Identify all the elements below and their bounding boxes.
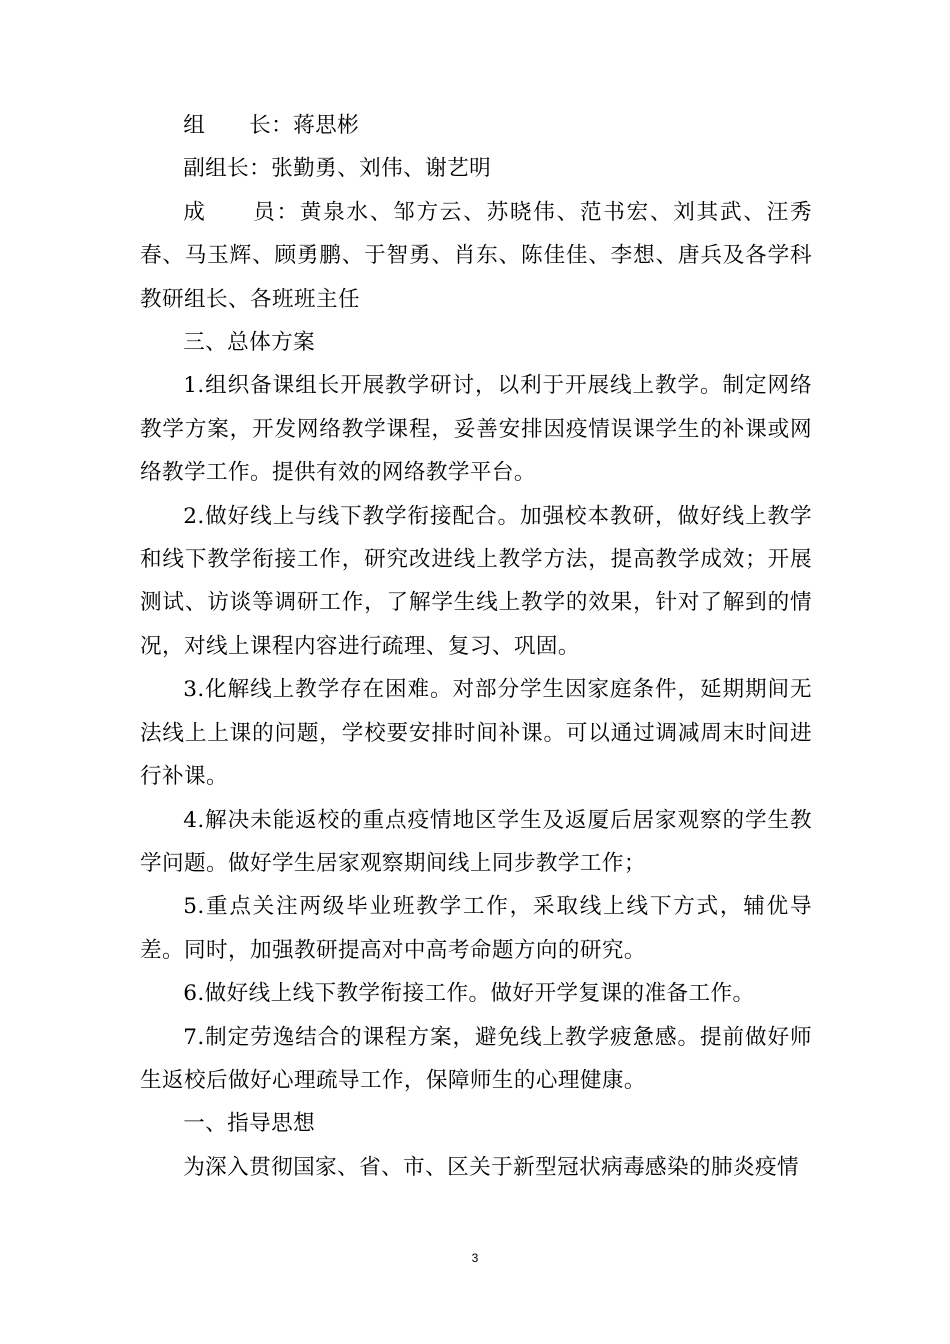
paragraph-group-leader: 组 长：蒋思彬 xyxy=(183,113,360,138)
page-number: 3 xyxy=(471,1251,479,1265)
section-heading-guiding-ideology: 一、指导思想 xyxy=(183,1111,316,1137)
paragraph-item-5: 5.重点关注两级毕业班教学工作，采取线上线下方式，辅优导差。同时，加强教研提高对中高考命题方向的研究。 xyxy=(140,894,812,963)
paragraph-item-4: 4.解决未能返校的重点疫情地区学生及返厦后居家观察的学生教学问题。做好学生居家观察期间线上同步教学工作； xyxy=(140,807,812,876)
paragraph-item-6: 6.做好线上线下教学衔接工作。做好开学复课的准备工作。 xyxy=(183,981,755,1007)
paragraph-item-1: 1.组织备课组长开展教学研讨，以利于开展线上教学。制定网络教学方案，开发网络教学课程，妥善安排因疫情误课学生的补课或网络教学工作。提供有效的网络教学平台。 xyxy=(140,373,812,486)
section-heading-overall-plan: 三、总体方案 xyxy=(183,330,316,356)
document-body xyxy=(140,104,812,1189)
paragraph-members: 成 员：黄泉水、邹方云、苏晓伟、范书宏、刘其武、汪秀春、马玉辉、顾勇鹏、于智勇、肖东、陈佳佳、李想、唐兵及各学科教研组长、各班班主任 xyxy=(140,199,812,312)
paragraph-deputy-leaders: 副组长：张勤勇、刘伟、谢艺明 xyxy=(183,156,492,182)
paragraph-item-7: 7.制定劳逸结合的课程方案，避免线上教学疲惫感。提前做好师生返校后做好心理疏导工作，保障师生的心理健康。 xyxy=(140,1024,812,1093)
paragraph-item-2: 2.做好线上与线下教学衔接配合。加强校本教研，做好线上教学和线下教学衔接工作，研究改进线上教学方法，提高教学成效；开展测试、访谈等调研工作，了解学生线上教学的效果，针对了解到的情况，对线上课程内容进行疏理、复习、巩固。 xyxy=(140,503,812,659)
paragraph-guiding-ideology: 为深入贯彻国家、省、市、区关于新型冠状病毒感染的肺炎疫情 xyxy=(183,1154,800,1180)
paragraph-item-3: 3.化解线上教学存在困难。对部分学生因家庭条件，延期期间无法线上上课的问题，学校要安排时间补课。可以通过调减周末时间进行补课。 xyxy=(140,677,812,790)
